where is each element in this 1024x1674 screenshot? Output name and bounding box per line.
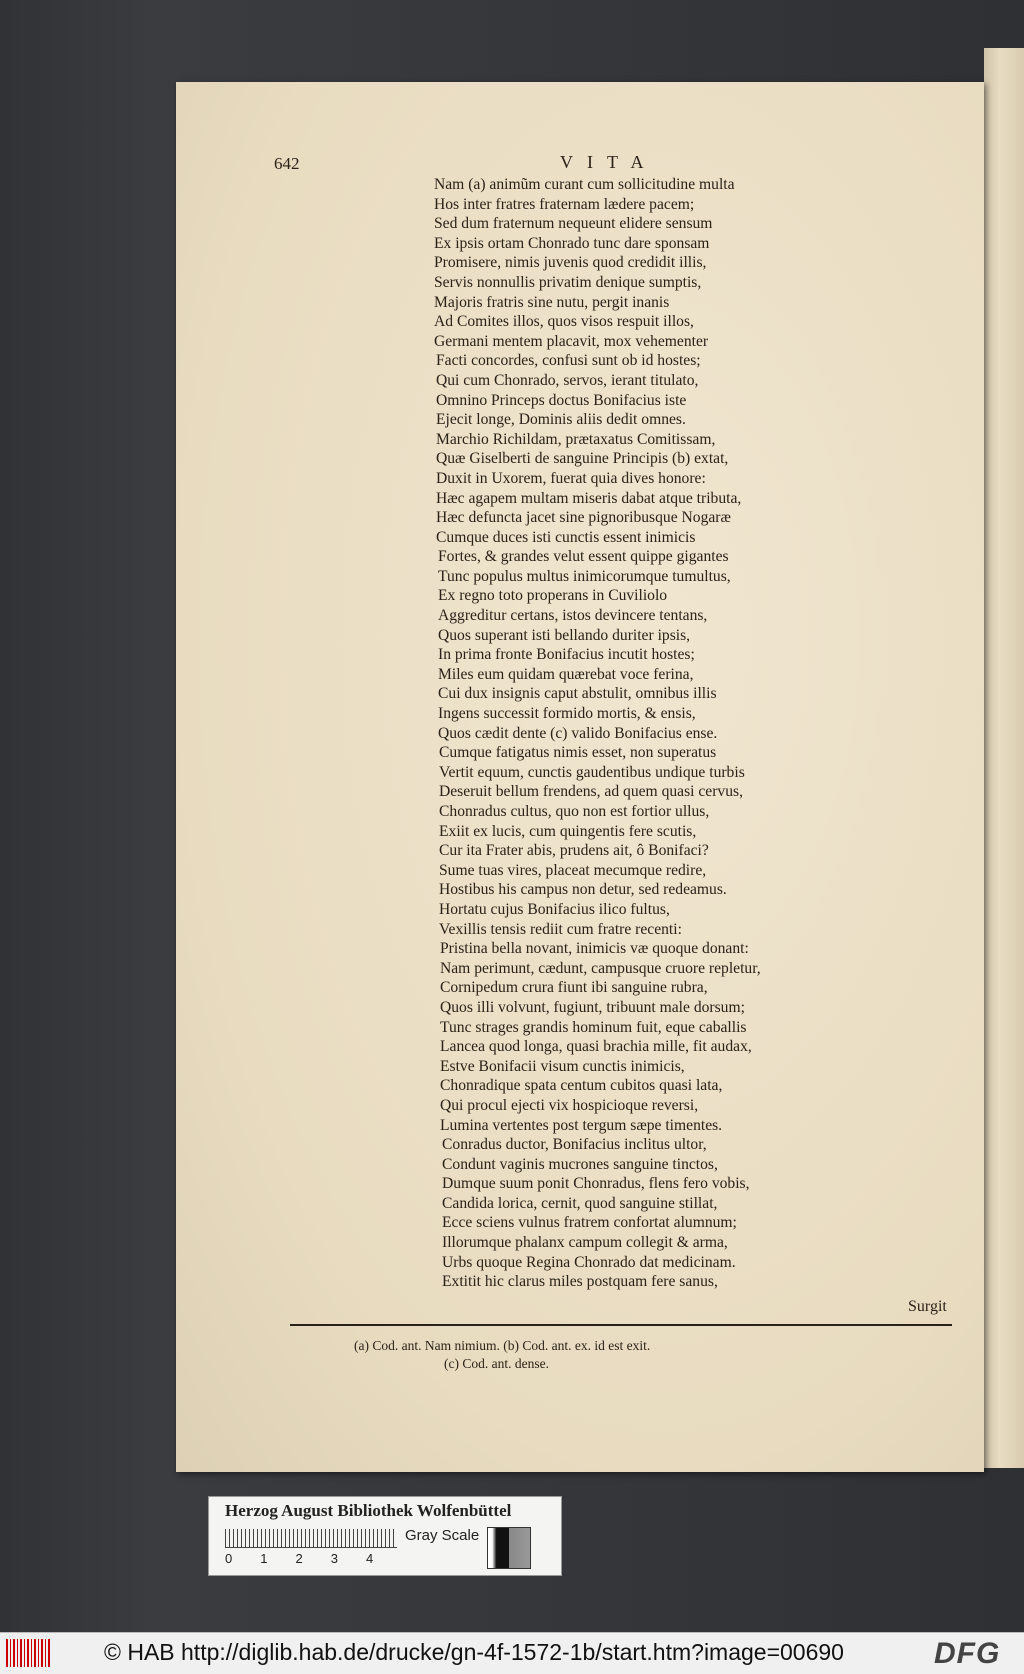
poem-line: Cur ita Frater abis, prudens ait, ô Bonifaci? <box>439 842 709 860</box>
poem-line: Estve Bonifacii visum cunctis inimicis, <box>440 1057 685 1075</box>
footer-bar <box>0 1632 1024 1674</box>
poem-line: Cornipedum crura fiunt ibi sanguine rubra, <box>440 979 708 997</box>
footnote-line-1: (a) Cod. ant. Nam nimium. (b) Cod. ant. ex. id est exit. <box>354 1338 651 1353</box>
poem-line: Cui dux insignis caput abstulit, omnibus illis <box>438 685 717 703</box>
footnote-line-2: (c) Cod. ant. dense. <box>444 1356 549 1371</box>
gray-scale-swatch <box>487 1527 531 1569</box>
poem-line: Hostibus his campus non detur, sed redeamus. <box>439 881 727 899</box>
poem-line: Ingens successit formido mortis, & ensis, <box>438 705 696 723</box>
poem-line: Hos inter fratres fraternam lædere pacem; <box>434 195 695 213</box>
poem-line: Ad Comites illos, quos visos respuit illos, <box>434 313 694 331</box>
poem-line: Promisere, nimis juvenis quod credidit illis, <box>434 254 707 272</box>
poem-line: Deseruit bellum frendens, ad quem quasi cervus, <box>439 783 743 801</box>
poem-line: Tunc populus multus inimicorumque tumultus, <box>438 567 731 585</box>
poem-line: Illorumque phalanx campum collegit & arma, <box>442 1234 728 1252</box>
poem-line: Pristina bella novant, inimicis væ quoque donant: <box>440 940 749 958</box>
ruler-number: 1 <box>260 1551 268 1566</box>
poem-line: Chonradique spata centum cubitos quasi lata, <box>440 1077 723 1095</box>
gray-scale-label: Gray Scale <box>405 1527 480 1544</box>
poem-line: Servis nonnullis privatim denique sumptis, <box>434 273 702 291</box>
ruler-number: 2 <box>295 1551 303 1566</box>
poem-line: Cumque fatigatus nimis esset, non superatus <box>439 744 717 762</box>
poem-line: Tunc strages grandis hominum fuit, eque caballis <box>440 1018 747 1036</box>
poem-line: Hæc defuncta jacet sine pignoribusque Nogaræ <box>436 509 731 527</box>
poem-line: Majoris fratris sine nutu, pergit inanis <box>434 293 670 311</box>
poem-line: Lumina vertentes post tergum sæpe timentes. <box>440 1116 723 1134</box>
poem-line: Quos superant isti bellando duriter ipsis, <box>438 626 691 644</box>
poem-line: Duxit in Uxorem, fuerat quia dives honore: <box>436 469 706 487</box>
poem-line: Sume tuas vires, placeat mecumque redire, <box>439 861 707 879</box>
poem-line: Conradus ductor, Bonifacius inclitus ultor, <box>442 1136 707 1154</box>
poem-line: Quos cædit dente (c) valido Bonifacius ense. <box>438 724 718 742</box>
poem-line: Hæc agapem multam miseris dabat atque tributa, <box>436 489 742 507</box>
facing-page-edge <box>984 48 1024 1468</box>
ruler-number: 4 <box>365 1551 374 1566</box>
poem-line: Quæ Giselberti de sanguine Principis (b) extat, <box>436 450 729 468</box>
ruler-numbers <box>225 1551 405 1566</box>
poem-line: Quos illi volvunt, fugiunt, tribuunt male dorsum; <box>440 998 745 1016</box>
color-scale-card <box>208 1496 562 1576</box>
poem-line: Sed dum fraternum nequeunt elidere sensum <box>434 215 713 233</box>
dfg-logo: DFG <box>934 1637 1001 1670</box>
poem-line: Vexillis tensis rediit cum fratre recenti: <box>439 920 682 938</box>
poem-line: Condunt vaginis mucrones sanguine tinctos, <box>442 1155 718 1173</box>
poem-line: Aggreditur certans, istos devincere tentans, <box>438 607 708 625</box>
poem-line: Lancea quod longa, quasi brachia mille, fit audax, <box>440 1038 752 1056</box>
poem-line: Cumque duces isti cunctis essent inimicis <box>436 528 696 546</box>
poem-line: Nam (a) animũm curant cum sollicitudine multa <box>434 176 735 193</box>
poem-line: Qui cum Chonrado, servos, ierant titulato, <box>436 371 699 389</box>
poem-line: Facti concordes, confusi sunt ob id hostes; <box>436 352 701 370</box>
library-name: Herzog August Bibliothek Wolfenbüttel <box>225 1501 512 1520</box>
ruler-number: 0 <box>225 1551 233 1566</box>
poem-line: Marchio Richildam, prætaxatus Comitissam, <box>436 430 716 448</box>
poem-line: Nam perimunt, cædunt, campusque cruore repletur, <box>440 959 761 977</box>
page-number: 642 <box>274 154 300 173</box>
poem-line: Miles eum quidam quærebat voce ferina, <box>438 665 694 683</box>
poem-line: In prima fronte Bonifacius incutit hostes; <box>438 646 695 664</box>
catchword: Surgit <box>908 1298 947 1315</box>
source-link[interactable]: © HAB http://diglib.hab.de/drucke/gn-4f-1572-1b/start.htm?image=00690 <box>104 1639 844 1665</box>
ruler-number: 3 <box>330 1551 338 1566</box>
poem-line: Omnino Princeps doctus Bonifacius iste <box>436 391 687 409</box>
poem-line: Germani mentem placavit, mox vehementer <box>434 332 709 350</box>
poem-line: Extitit hic clarus miles postquam fere sanus, <box>442 1273 718 1291</box>
poem-line: Ecce sciens vulnus fratrem confortat alumnum; <box>442 1214 737 1232</box>
poem-text <box>434 175 854 1292</box>
poem-line: Urbs quoque Regina Chonrado dat medicinam. <box>442 1253 736 1271</box>
footnote-rule <box>290 1324 952 1326</box>
poem-line: Fortes, & grandes velut essent quippe gigantes <box>438 548 729 566</box>
poem-line: Qui procul ejecti vix hospicioque reversi, <box>440 1096 699 1114</box>
poem-line: Hortatu cujus Bonifacius ilico fultus, <box>439 900 670 918</box>
running-head: VITA <box>560 152 658 172</box>
poem-line: Ex regno toto properans in Cuviliolo <box>438 587 668 605</box>
poem-line: Dumque suum ponit Chonradus, flens fero vobis, <box>442 1175 750 1193</box>
poem-line: Chonradus cultus, quo non est fortior ullus, <box>439 803 710 820</box>
poem-line: Ex ipsis ortam Chonrado tunc dare sponsam <box>434 234 710 252</box>
poem-line: Ejecit longe, Dominis aliis dedit omnes. <box>436 411 686 429</box>
ruler <box>225 1529 397 1548</box>
poem-line: Exiit ex lucis, cum quingentis fere scutis, <box>439 822 697 840</box>
poem-line: Candida lorica, cernit, quod sanguine stillat, <box>442 1194 718 1212</box>
poem-line: Vertit equum, cunctis gaudentibus undique turbis <box>439 763 745 781</box>
barcode-icon <box>6 1639 50 1667</box>
